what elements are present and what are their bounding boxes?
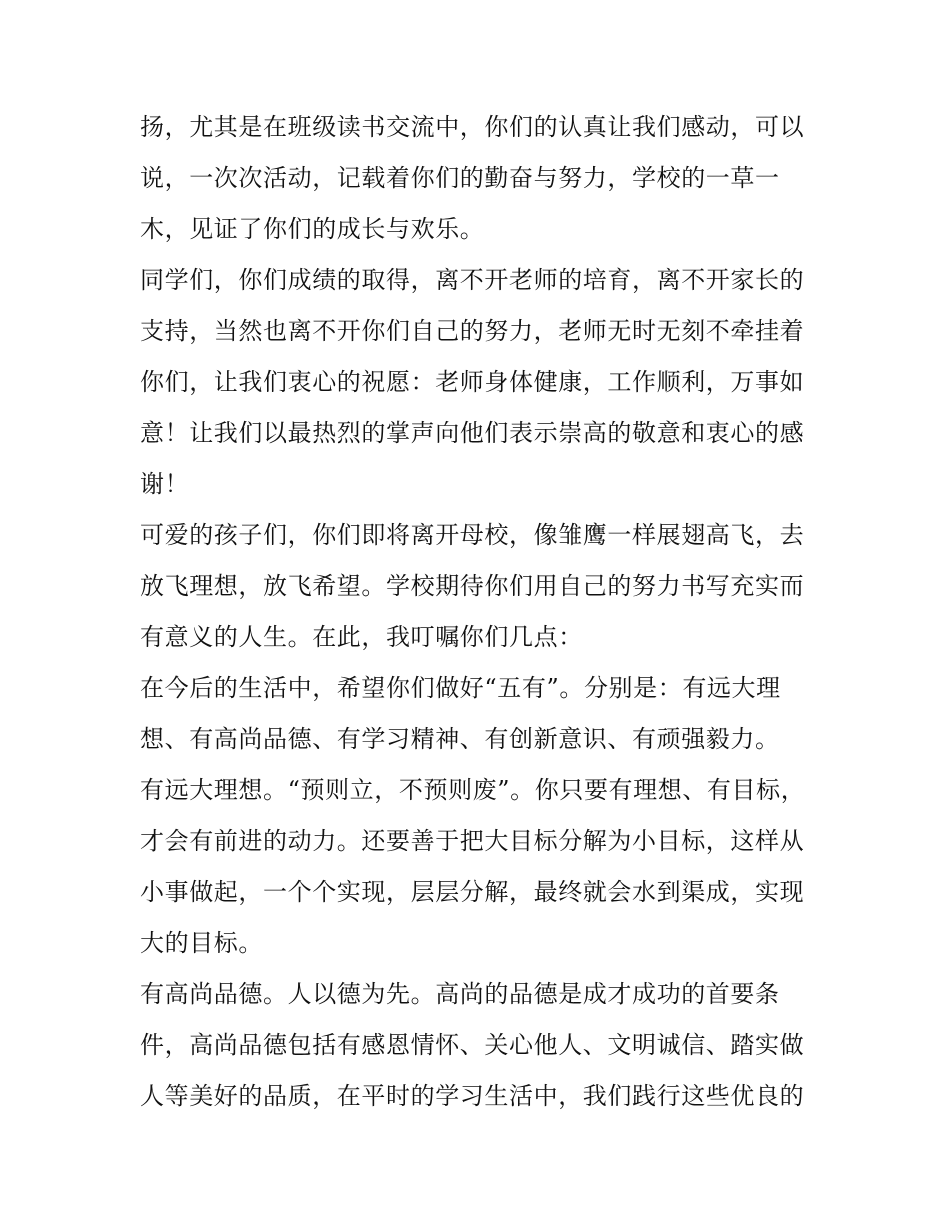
text-line: 可爱的孩子们，你们即将离开母校，像雏鹰一样展翅高飞，去 <box>140 521 805 549</box>
text-line: 谢！ <box>140 470 190 498</box>
text-line: 意！让我们以最热烈的掌声向他们表示崇高的敬意和衷心的感 <box>140 419 805 447</box>
text-line: 大的目标。 <box>140 929 263 957</box>
text-line: 支持，当然也离不开你们自己的努力，老师无时无刻不牵挂着 <box>140 317 805 345</box>
text-line: 在今后的生活中，希望你们做好“五有”。分别是：有远大理 <box>140 674 781 702</box>
text-line: 想、有高尚品德、有学习精神、有创新意识、有顽强毅力。 <box>140 725 780 753</box>
text-line: 有意义的人生。在此，我叮嘱你们几点： <box>140 623 583 651</box>
text-line: 木，见证了你们的成长与欢乐。 <box>140 215 485 243</box>
text-line: 小事做起，一个个实现，层层分解，最终就会水到渠成，实现 <box>140 878 805 906</box>
text-line: 你们，让我们衷心的祝愿：老师身体健康，工作顺利，万事如 <box>140 368 805 396</box>
text-line: 说，一次次活动，记载着你们的勤奋与努力，学校的一草一 <box>140 164 780 192</box>
text-line: 才会有前进的动力。还要善于把大目标分解为小目标，这样从 <box>140 827 805 855</box>
text-line: 有远大理想。“预则立，不预则废”。你只要有理想、有目标， <box>140 776 806 804</box>
text-line: 人等美好的品质，在平时的学习生活中，我们践行这些优良的 <box>140 1082 805 1110</box>
text-line: 放飞理想，放飞希望。学校期待你们用自己的努力书写充实而 <box>140 572 805 600</box>
text-line: 有高尚品德。人以德为先。高尚的品德是成才成功的首要条 <box>140 980 780 1008</box>
text-line: 同学们，你们成绩的取得，离不开老师的培育，离不开家长的 <box>140 266 805 294</box>
text-line: 件，高尚品德包括有感恩情怀、关心他人、文明诚信、踏实做 <box>140 1031 805 1059</box>
text-line: 扬，尤其是在班级读书交流中，你们的认真让我们感动，可以 <box>140 113 805 141</box>
document-body <box>140 102 820 1122</box>
